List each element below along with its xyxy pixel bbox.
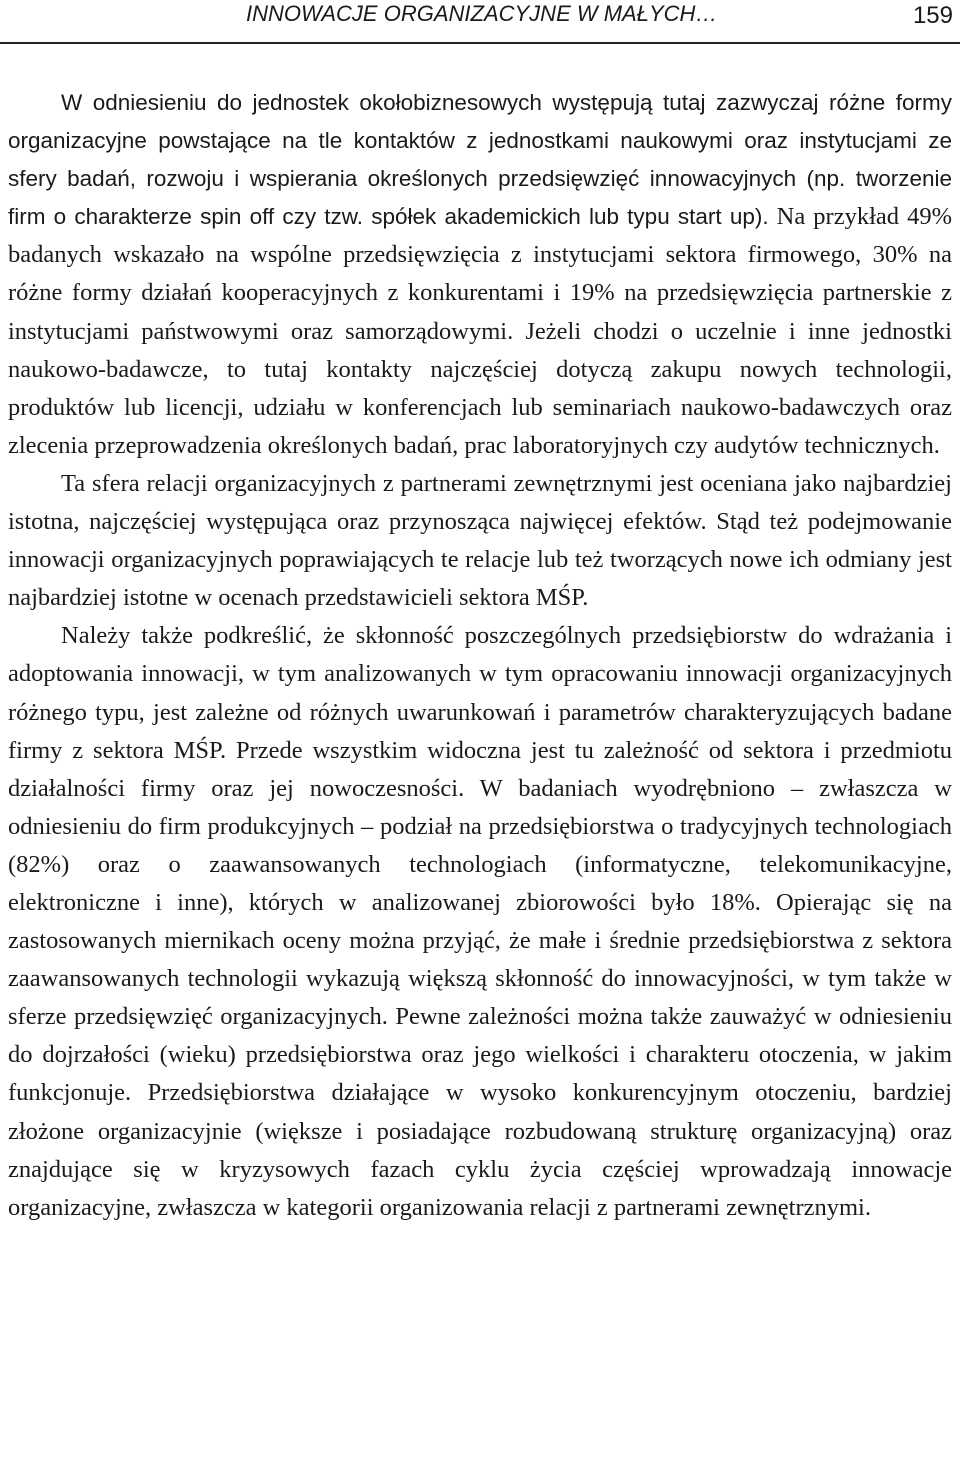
running-header (0, 0, 960, 44)
paragraph-1-sans-segment: W odniesieniu do jednostek okołobiznesowych występują tutaj zazwyczaj różne formy organizacyjne powstające na tle kontaktów z jednostkami naukowymi oraz instytucjami ze sfery badań, rozwoju i wspierania określonych przedsięwzięć innowacyjnych (np. tworzenie firm o charakterze spin off czy tzw. spółek akademickich lub typu start up). (8, 90, 952, 230)
page-number: 159 (912, 2, 953, 29)
paragraph-2: Ta sfera relacji organizacyjnych z partnerami zewnętrznymi jest oceniana jako najbardziej istotna, najczęściej występująca oraz przynosząca najwięcej efektów. Stąd też podejmowanie innowacji organizacyjnych poprawiających te relacje lub też tworzących nowe ich odmiany jest najbardziej istotne w ocenach przedstawicieli sektora MŚP. (8, 469, 952, 612)
paragraph-3: Należy także podkreślić, że skłonność poszczególnych przedsiębiorstw do wdrażania i adoptowania innowacji, w tym analizowanych w tym opracowaniu innowacji organizacyjnych różnego typu, jest zależne od różnych uwarunkowań i parametrów charakteryzujących badane firmy z sektora MŚP. Przede wszystkim widoczna jest tu zależność od sektora i przedmiotu działalności firmy oraz jej nowoczesności. W badaniach wyodrębniono – zwłaszcza w odniesieniu do firm produkcyjnych – podział na przedsiębiorstwa o tradycyjnych technologiach (82%) oraz o zaawansowanych technologiach (informatyczne, telekomunikacyjne, elektroniczne i inne), których w analizowanej zbiorowości było 18%. Opierając się na zastosowanych miernikach oceny można przyjąć, że małe i średnie przedsiębiorstwa z sektora zaawansowanych technologii wykazują większą skłonność do innowacyjności, w tym także w sferze przedsięwzięć organizacyjnych. Pewne zależności można także zauważyć w odniesieniu do dojrzałości (wieku) przedsiębiorstwa oraz jego wielkości i charakteru otoczenia, w jakim funkcjonuje. Przedsiębiorstwa działające w wysoko konkurencyjnym otoczeniu, bardziej złożone organizacyjnie (większe i posiadające rozbudowaną strukturę organizacyjną) oraz znajdujące się w kryzysowych fazach cyklu życia częściej wprowadzają innowacje organizacyjne, zwłaszcza w kategorii organizowania relacji z partnerami zewnętrznymi. (8, 622, 952, 1221)
body-text (8, 84, 952, 1227)
paragraph-1 (8, 84, 952, 465)
running-title: INNOWACJE ORGANIZACYJNE W MAŁYCH… (246, 1, 718, 26)
paragraph-1-serif-segment: Na przykład 49% badanych wskazało na wspólne przedsięwzięcia z instytucjami sektora firmowego, 30% na różne formy działań kooperacyjnych z konkurentami i 19% na przedsięwzięcia partnerskie z instytucjami państwowymi oraz samorządowymi. Jeżeli chodzi o uczelnie i inne jednostki naukowo-badawcze, to tutaj kontakty najczęściej dotyczą zakupu nowych technologii, produktów lub licencji, udziału w konferencjach lub seminariach naukowo-badawczych oraz zlecenia przeprowadzenia określonych badań, prac laboratoryjnych czy audytów technicznych. (8, 203, 952, 459)
